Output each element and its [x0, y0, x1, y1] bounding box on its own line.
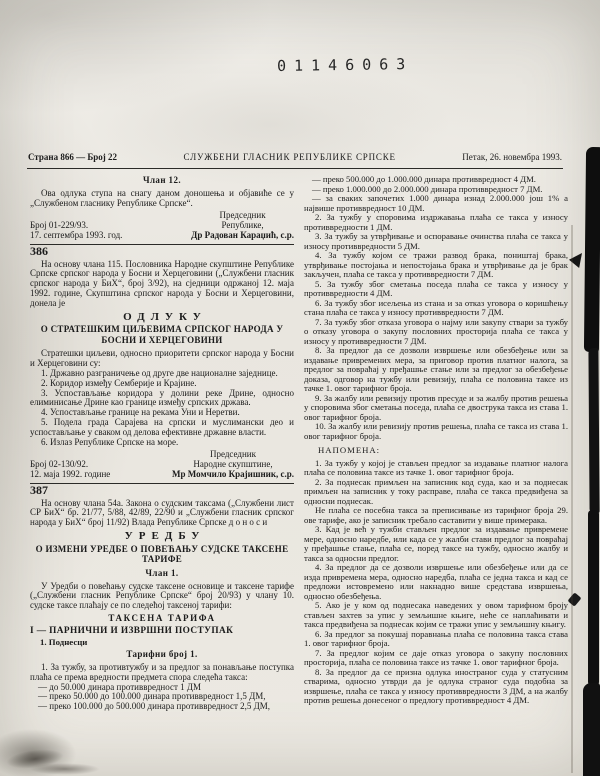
- fee-line: — преко 1.000.000 до 2.000.000 динара противвредност 7 ДМ.: [312, 183, 543, 194]
- tariff-number-heading: Тарифни број 1.: [126, 649, 198, 660]
- tariff-item-4: 4. За тужбу којом се тражи развод брака, поништај брака, утврђивање постојања и непостојања брака и утврђивање да је брак закључен, плаћа се такса у противвредности 7 ДМ.: [304, 250, 568, 279]
- act-number-386: 386: [30, 243, 48, 258]
- scan-artifact-right-strip: [588, 348, 599, 513]
- act-387-title: УРЕДБУ: [124, 529, 206, 542]
- goal-item-2: 2. Коридор између Семберије и Крајине.: [41, 377, 197, 388]
- act-number-387: 387: [30, 482, 48, 497]
- note-item-7: 7. За предлог којим се даје отказ уговора о закупу пословних просторија, плаћа се половина таксе из тачке 1. овог тарифног броја.: [304, 647, 568, 667]
- tariff-subsection-heading: 1. Поднесци: [40, 637, 88, 648]
- goal-item-4: 4. Успостављање границе на рекама Уни и Неретви.: [41, 407, 240, 418]
- tariff-section-heading: I — ПАРНИЧНИ И ИЗВРШНИ ПОСТУПАК: [30, 625, 234, 636]
- scan-artifact-right-strip: [583, 683, 600, 776]
- sig-title-2: Председник: [209, 449, 256, 460]
- goal-item-5: 5. Подела града Сарајева на српски и муслимански део и успостављање у сваком од делова ефективне државне власти.: [30, 416, 294, 437]
- sig-title-1: Председник: [219, 210, 266, 221]
- note-item-2: 2. За поднесак примљен на записник код суда, као и за поднесак примљен на записник у току расправе, плаћа се такса предвиђена за односни поднесак.: [304, 476, 568, 506]
- scan-artifact-blob: [568, 592, 582, 606]
- doc-date-1: 17. септембра 1993. год.: [30, 229, 123, 240]
- article-12-body: Ова одлука ступа на снагу даном доношења и објавиће се у „Службеном гласнику Републике Српске“.: [30, 187, 294, 208]
- article-1-body: У Уредби о повећању судске таксене основице и таксене тарифе („Службени гласник Републике Српске“ број 20/93) у члану 10. судске таксе плаћају се по следећој таксеној тарифи:: [30, 580, 294, 611]
- header-rule: [27, 168, 563, 169]
- act-386-title: ОДЛУКУ: [123, 310, 207, 323]
- section-divider-1: [30, 244, 294, 245]
- note-item-4: 4. За предлог да се дозволи извршење или обезбеђење или да се изда привремена мера, односно наредба, плаћа се једна такса и кад се предложи истовремено или накнадно више средстава извршења, односно обезбеђења.: [304, 562, 568, 601]
- signature-block-2: [30, 450, 294, 479]
- goal-item-3: 3. Успостављање коридора у долини реке Дрине, односно елиминисање Дрине као границе између српских држава.: [30, 387, 294, 408]
- signatory-2: [172, 450, 294, 479]
- doc-date-2: 12. маја 1992. године: [30, 468, 111, 479]
- fee-line: — за сваких започетих 1.000 динара изнад 2.000.000 још 1% а највише противвредност 10 ДМ.: [304, 193, 568, 213]
- article-1-heading: Члан 1.: [145, 567, 179, 578]
- sig-org-2: Народне скупштине,: [193, 459, 273, 470]
- fee-line: — преко 50.000 до 100.000 динара противвредност 1,5 ДМ,: [38, 691, 266, 702]
- fee-line: — до 50.000 динара противвредност 1 ДМ: [38, 681, 202, 692]
- tariff-item-10: 10. За жалбу или ревизију против решења, плаћа се такса из става 1. овог тарифног броја.: [304, 421, 568, 441]
- act-387-subtitle: О ИЗМЕНИ УРЕДБЕ О ПОВЕЋАЊУ СУДСКЕ ТАКСЕНЕ ТАРИФЕ: [35, 543, 289, 565]
- tariff-item-9: 9. За жалбу или ревизију против пресуде и за жалбу против решења у споровима због сметања поседа, плаћа се двострука такса из става 1. овог тарифног броја.: [304, 392, 568, 422]
- tariff-item-2: 2. За тужбу у споровима издржавања плаћа се такса у износу противвредности 1 ДМ.: [304, 212, 568, 232]
- article-12-heading: Члан 12.: [142, 175, 182, 185]
- scan-artifact-right-strip: [588, 510, 599, 686]
- signature-block-1: [30, 211, 294, 240]
- page-header: [28, 152, 562, 162]
- sig-name-1: Др Радован Караџић, с.р.: [191, 229, 294, 240]
- act-386-intro: Стратешки циљеви, односно приоритети српског народа у Босни и Херцеговини су:: [30, 348, 294, 369]
- doc-number-1: Број 01-229/93.: [30, 220, 89, 231]
- note-item-8: 8. За предлог да се призна одлука иностраног суда у статусним стварима, односно утврди да је одлука страног суда подобна за извршење, плаћа се такса у износу противвредности 3 ДМ, а на жалбу против решења донесеног о предлогу противвредност 4 ДМ.: [304, 666, 568, 705]
- gazette-title: СЛУЖБЕНИ ГЛАСНИК РЕПУБЛИКЕ СРПСКЕ: [183, 152, 396, 162]
- stamp-number: 01146063: [276, 55, 414, 75]
- tariff-item-7: 7. За тужбу због отказа уговора о најму или закупу ствари за тужбу о отказу уговора о закупу пословних просторија плаћа се такса у износу у противвредности 7 ДМ.: [304, 316, 568, 346]
- tariff-title: ТАКСЕНА ТАРИФА: [108, 612, 216, 623]
- content-columns: [30, 175, 568, 712]
- sig-org-1: Републике,: [221, 220, 264, 231]
- tariff-item-5: 5. За тужбу због сметања поседа плаћа се такса у износу у противвредности 4 ДМ.: [304, 278, 568, 298]
- section-divider-2: [30, 483, 294, 484]
- note-heading: НАПОМЕНА:: [318, 445, 381, 455]
- signatory-1: [191, 211, 294, 240]
- tariff-item-8: 8. За предлог да се дозволи извршење или обезбеђење или за издавање привремених мера, за приговор против платног налога, за предлог за повраћај у пређашње стање или за предлог за обезбеђење доказа, одговор на тужбу или ревизију, плаћа се половина таксе из тачке 1. овог тарифног броја.: [304, 345, 568, 393]
- tariff-item-6: 6. За тужбу због исељења из стана и за отказ уговора о коришћењу стана плаћа се такса у износу противвредности 7 ДМ.: [304, 297, 568, 317]
- issue-date: Петак, 26. новембра 1993.: [462, 152, 562, 162]
- doc-number-2: Број 02-130/92.: [30, 459, 89, 470]
- left-column: [30, 175, 294, 712]
- goal-item-1: 1. Државно разграничење од друге две националне заједнице.: [41, 367, 278, 378]
- scan-fold-line: [571, 225, 573, 773]
- fee-line: — преко 100.000 до 500.000 динара противвредност 2,5 ДМ,: [38, 701, 271, 712]
- act-386-subtitle: О СТРАТЕШКИМ ЦИЉЕВИМА СРПСКОГ НАРОДА У БОСНИ И ХЕРЦЕГОВИНИ: [40, 324, 284, 345]
- goal-item-6: 6. Излаз Републике Српске на море.: [41, 436, 179, 447]
- note-item-6: 6. За предлог за покушај поравнања плаћа се половина такса става 1. овог тарифног броја.: [304, 628, 568, 648]
- page-number-label: Страна 866 — Број 22: [28, 152, 118, 162]
- doc-reference-1: [30, 221, 122, 241]
- note-item-1: 1. За тужбу у којој је стављен предлог за издавање платног налога плаћа се половина таксе из тачке 1. овог тарифног броја.: [304, 457, 568, 477]
- tariff-item-3: 3. За тужбу за утврђивање и оспоравање очинства плаћа се такса у износу противвредности 5 ДМ.: [304, 231, 568, 251]
- doc-reference-2: [30, 460, 110, 480]
- right-column: [304, 175, 568, 712]
- note-item-2b: Не плаћа се посебна такса за преписивање из тарифног броја 29. ове тарифе, ако је записник требало саставити у више примерака.: [304, 505, 568, 525]
- tariff-item-1: 1. За тужбу, за противтужбу и за предлог за понављање поступка плаћа се према вредности предмета спора следећа такса:: [30, 662, 294, 682]
- act-386-preamble: На основу члана 115. Пословника Народне скупштине Републике Српске српског народа у Босни и Херцеговини („Службени гласник српског народа у БиХ“, број 3/92), на сједници одржаној 12. маја 1992. године, Скупштина српског народа у Босни и Херцеговини, донела је: [30, 258, 294, 308]
- act-387-preamble: На основу члана 54а. Закона о судским таксама („Службени лист СР БиХ“ бр. 21/77, 5/88, 42/89, 22/90 и „Службени гласник српског народа у БиХ“ број 11/92) Влада Републике Српске д о н о с и: [30, 497, 294, 528]
- scan-smudge: [30, 763, 100, 775]
- note-item-5: 5. Ако је у ком од поднесака наведених у овом тарифном броју стављен захтев за упис у земљишне књиге, неће се наплаћивати и такса предвиђена за поднесак којим се тражи упис у земљишну књигу.: [304, 600, 568, 629]
- sig-name-2: Мр Момчило Крајишник, с.р.: [171, 468, 294, 479]
- fee-line: — преко 500.000 до 1.000.000 динара противвредност 4 ДМ.: [312, 174, 536, 184]
- scan-artifact-right-strip: [584, 147, 600, 352]
- note-item-3: 3. Кад је већ у тужби стављен предлог за издавање привремене мере, односно наредбе, или када се у жалби стави предлог за повраћај у пређашње стање, плаћа се, поред таксе на тужбу, односно жалбу и такса за односни предлог.: [304, 524, 568, 563]
